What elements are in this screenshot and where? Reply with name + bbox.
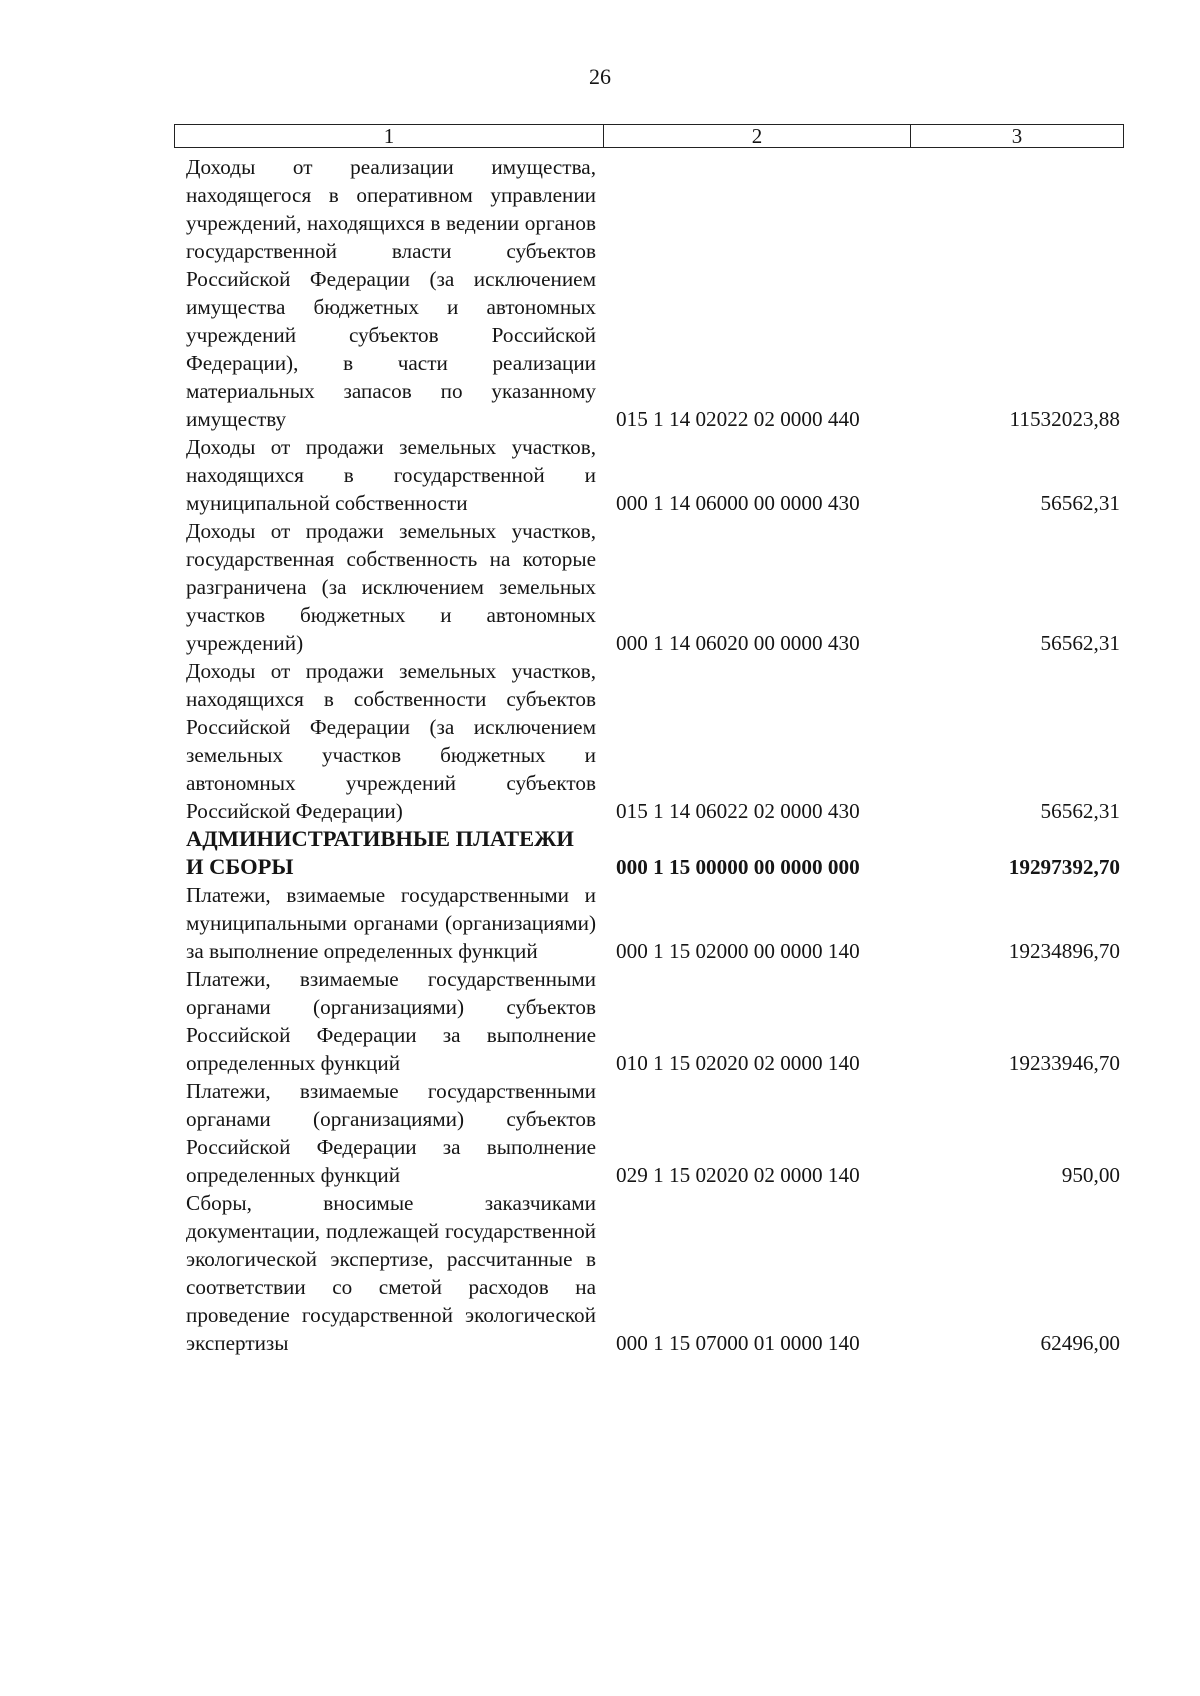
row-code: 000 1 14 06000 00 0000 430 (616, 491, 860, 515)
row-description: АДМИНИСТРАТИВНЫЕ ПЛАТЕЖИ И СБОРЫ (186, 826, 574, 879)
table-row (0, 965, 1200, 1077)
table-row (0, 153, 1200, 433)
table-row (0, 1077, 1200, 1189)
table-header-row (174, 124, 1124, 148)
table-row-section-heading (0, 825, 1200, 881)
row-code: 010 1 15 02020 02 0000 140 (616, 1051, 860, 1075)
row-code: 000 1 15 00000 00 0000 000 (616, 855, 860, 879)
table-row (0, 1189, 1200, 1357)
row-code: 015 1 14 02022 02 0000 440 (616, 407, 860, 431)
row-code: 000 1 15 02000 00 0000 140 (616, 939, 860, 963)
column-header-3: 3 (1011, 124, 1023, 148)
row-description: Платежи, взимаемые государственными и муниципальными органами (организациями) за выполнение определенных функций (186, 883, 596, 963)
table-row (0, 881, 1200, 965)
row-description: Доходы от продажи земельных участков, находящихся в государственной и муниципальной собственности (186, 435, 596, 515)
row-amount: 11532023,88 (1009, 407, 1120, 431)
row-amount: 56562,31 (1040, 491, 1120, 515)
row-description: Платежи, взимаемые государственными органами (организациями) субъектов Российской Федерации за выполнение определенных функций (186, 1079, 596, 1187)
row-description: Доходы от продажи земельных участков, находящихся в собственности субъектов Российской Федерации (за исключением земельных участков бюджетных и автономных учреждений субъектов Российской Федерации) (186, 659, 596, 823)
column-header-2: 2 (604, 125, 911, 147)
row-amount: 62496,00 (1040, 1331, 1120, 1355)
row-amount: 19233946,70 (1008, 1051, 1120, 1075)
row-description: Платежи, взимаемые государственными органами (организациями) субъектов Российской Федерации за выполнение определенных функций (186, 967, 596, 1075)
row-amount: 19234896,70 (1008, 939, 1120, 963)
row-amount: 56562,31 (1040, 631, 1120, 655)
row-amount: 56562,31 (1040, 799, 1120, 823)
table-body (0, 153, 1200, 1357)
row-code: 029 1 15 02020 02 0000 140 (616, 1163, 860, 1187)
row-code: 000 1 15 07000 01 0000 140 (616, 1331, 860, 1355)
row-description: Сборы, вносимые заказчиками документации, подлежащей государственной экологической экспертизе, рассчитанные в соответствии со сметой расходов на проведение государственной экологической экспертизы (186, 1191, 596, 1355)
row-code: 000 1 14 06020 00 0000 430 (616, 631, 860, 655)
table-row (0, 433, 1200, 517)
row-description: Доходы от продажи земельных участков, государственная собственность на которые разграничена (за исключением земельных участков бюджетных и автономных учреждений) (186, 519, 596, 655)
row-description: Доходы от реализации имущества, находящегося в оперативном управлении учреждений, находящихся в ведении органов государственной власти субъектов Российской Федерации (за исключением имущества бюджетных и автономных учреждений субъектов Российской Федерации), в части реализации материальных запасов по указанному имуществу (186, 155, 596, 431)
row-amount: 19297392,70 (1008, 855, 1120, 879)
row-code: 015 1 14 06022 02 0000 430 (616, 799, 860, 823)
page-number: 26 (589, 64, 611, 89)
table-row (0, 657, 1200, 825)
row-amount: 950,00 (1061, 1163, 1120, 1187)
table-row (0, 517, 1200, 657)
column-header-1: 1 (175, 125, 604, 147)
